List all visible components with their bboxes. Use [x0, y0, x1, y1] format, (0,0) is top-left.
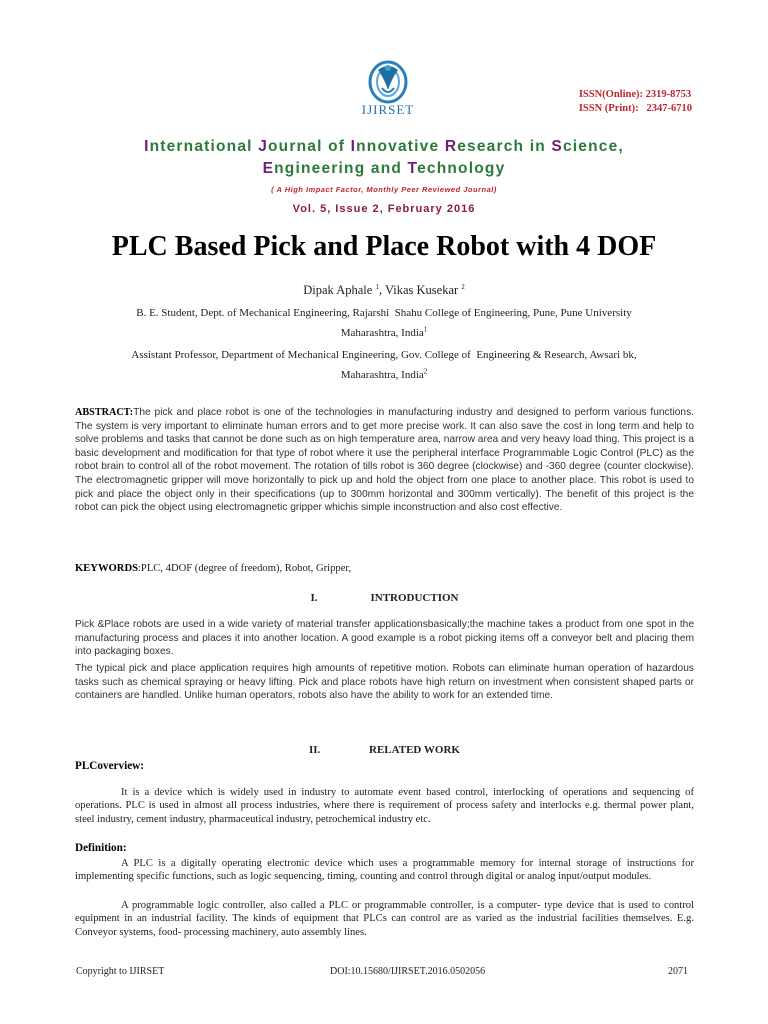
affiliation-line: [60, 368, 708, 383]
issn-block: [579, 88, 692, 116]
affiliation-line: Assistant Professor, Department of Mechanical Engineering, Gov. College of Engineering & Research, Awsari bk,: [131, 349, 637, 361]
affiliation-superscript: 1: [423, 325, 428, 334]
affiliation-country: Maharashtra, India: [340, 327, 424, 339]
footer-doi: DOI:10.15680/IJIRSET.2016.0502056: [330, 966, 486, 977]
journal-title-part: E: [262, 160, 275, 177]
footer-page-number: 2071: [668, 966, 688, 977]
author-name: Dipak Aphale: [303, 283, 376, 297]
footer-copyright: Copyright to IJIRSET: [76, 966, 165, 977]
journal-title-part: esearch in: [457, 138, 552, 155]
affiliation-line: [60, 326, 708, 341]
journal-title-part: echnology: [417, 160, 506, 177]
plc-overview-paragraph: It is a device which is widely used in industry to automate event based control, interlocking of operations and sequencing of operations. PLC is used in almost all process industries, where there is requirement of process safety and interlocks e.g. thermal power plant, steel industry, cement industry, pharmaceutical industry, petrochemical industry etc.: [75, 787, 694, 825]
definition-paragraph-1: A PLC is a digitally operating electronic device which uses a programmable memory for internal storage of instructions for implementing specific functions, such as logic sequencing, timing, counting and control through digital or analog input/output modules.: [75, 858, 694, 883]
author-superscript: 1: [375, 282, 379, 291]
section-heading-related-work: [75, 744, 694, 756]
intro-paragraph-1: Pick &Place robots are used in a wide variety of material transfer applicationsbasically;the machine takes a product from one spot in the manufacturing process and places it into another location. A good example is a robot picking items off a conveyor belt and placing them into packaging boxes.: [75, 619, 694, 658]
journal-title-part: nnovative: [356, 138, 445, 155]
abstract: [75, 406, 694, 515]
issn-print: ISSN (Print): 2347-6710: [578, 103, 692, 114]
subheading-plc-overview: PLCoverview:: [75, 760, 144, 772]
section-number: I.: [310, 592, 318, 604]
abstract-text: The pick and place robot is one of the technologies in manufacturing industry and designed to perform various functions. The system is very important to eliminate human errors and to get more precise work. It can also save the cost in long term and help to solve problems and tasks that cannot be done such as on high temperature area, narrow area and very heavy load thing. This project is a basic development and modification for that type of robot where it use the peripheral interface Programmable Logic Control (PLC) as the robot brain to control all of the robot movement. The rotation of tills robot is 360 degree (clockwise) and -360 degree (counter clockwise). The electromagnetic gripper will move horizontally to pick up and hold the object from one place to another place. This robot is used to pick and place the object only in their specifications (up to 300mm horizontal and 300mm vertically). The benefit of this project is the robot can pick the object using electromagnetic gripper whichis simple inconstruction and also cost effective.: [75, 407, 694, 514]
section-heading-introduction: [75, 592, 694, 604]
journal-title: [70, 136, 698, 180]
journal-title-part: cience,: [562, 138, 624, 155]
author-name: , Vikas Kusekar: [378, 283, 462, 297]
keywords-text: :PLC, 4DOF (degree of freedom), Robot, Gripper,: [137, 563, 352, 574]
affiliation-2: [60, 348, 708, 383]
affiliation-1: [60, 306, 708, 341]
subheading-definition: Definition:: [75, 842, 127, 854]
journal-title-part: nternational: [149, 138, 259, 155]
journal-volume: Vol. 5, Issue 2, February 2016: [292, 203, 476, 215]
intro-paragraph-2: The typical pick and place application requires high amounts of repetitive motion. Robots can eliminate human operation of hazardous tasks such as chemical spraying or heavy lifting. Pick and place robots have high return on investment when consistent shaped parts or containers are handled. Unlike human operators, robots also have the ability to work for an extended time.: [75, 663, 694, 702]
authors: [40, 283, 728, 298]
definition-paragraph-2: A programmable logic controller, also called a PLC or programmable controller, is a computer- type device that is used to control equipment in an industrial facility. The kinds of equipment that PLCs can control are as varied as the industrial facilities themselves. E.g. Conveyor systems, food- processing machinery, auto assembly lines.: [75, 900, 694, 938]
journal-logo: [348, 58, 428, 124]
affiliation-country: Maharashtra, India: [340, 369, 424, 381]
affiliation-line: B. E. Student, Dept. of Mechanical Engineering, Rajarshi Shahu College of Engineering, Pune, Pune University: [136, 307, 632, 319]
issn-online: ISSN(Online): 2319-8753: [578, 89, 692, 100]
journal-title-part: I: [144, 138, 150, 155]
journal-title-part: ngineering and: [274, 160, 408, 177]
journal-title-line2: [70, 158, 698, 180]
author-superscript: 2: [461, 282, 465, 291]
journal-title-line1: [70, 136, 698, 158]
logo-text: IJIRSET: [361, 102, 415, 117]
keywords-label: KEYWORDS: [75, 563, 138, 574]
journal-subtitle: ( A High Impact Factor, Monthly Peer Reviewed Journal): [271, 185, 497, 194]
affiliation-superscript: 2: [423, 367, 428, 376]
section-number: II.: [309, 744, 321, 756]
journal-title-part: T: [407, 160, 418, 177]
journal-title-part: I: [350, 138, 357, 155]
section-title: RELATED WORK: [369, 744, 460, 756]
journal-title-part: S: [551, 138, 563, 155]
journal-title-part: ournal of: [268, 138, 351, 155]
section-title: INTRODUCTION: [370, 592, 459, 604]
abstract-label: ABSTRACT:: [75, 407, 134, 418]
journal-title-part: J: [258, 138, 269, 155]
keywords: [75, 562, 694, 575]
journal-title-part: R: [444, 138, 458, 155]
paper-title: PLC Based Pick and Place Robot with 4 DOF: [111, 231, 657, 262]
